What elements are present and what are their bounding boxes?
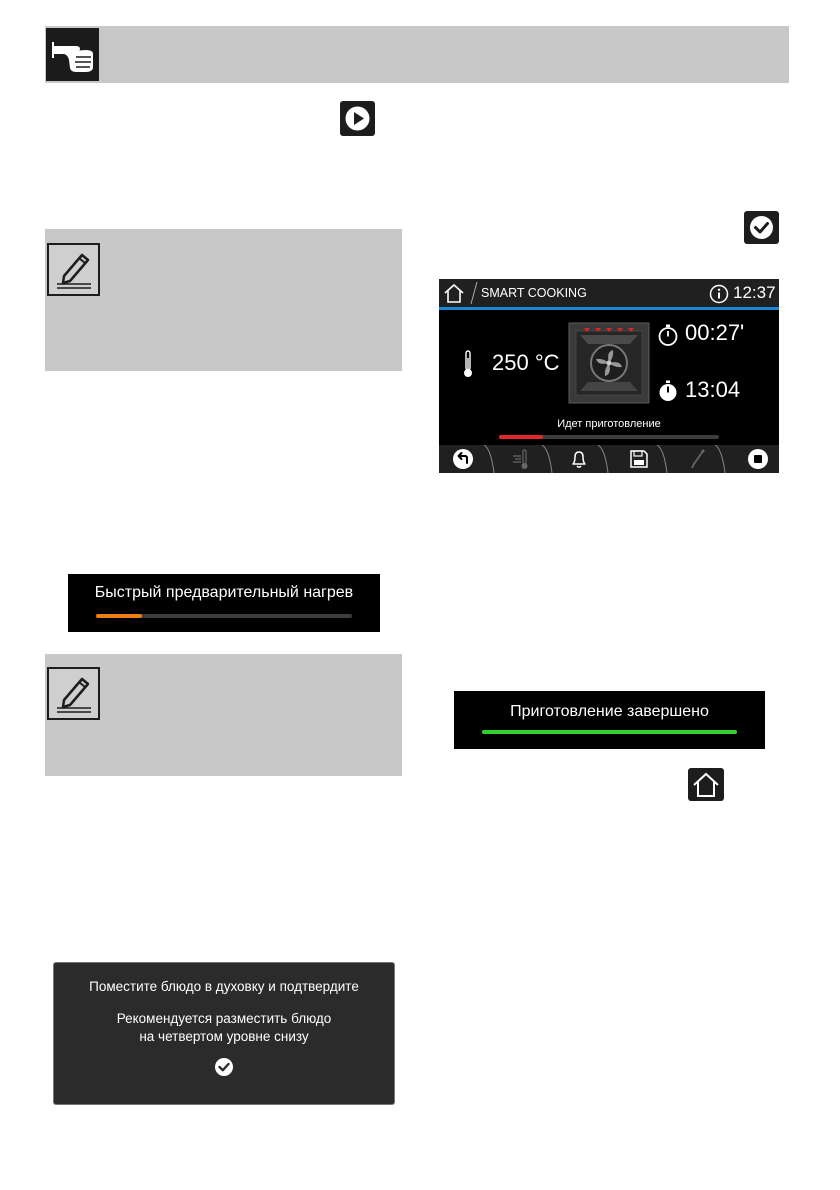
section-header-bar (45, 26, 789, 83)
complete-progress-fill (482, 730, 737, 734)
complete-progress-track (482, 730, 737, 734)
cooking-complete-banner (454, 691, 765, 749)
cooking-status: Идет приготовление (557, 418, 661, 430)
pointing-hand-icon (46, 28, 99, 81)
fan-heat-icon[interactable] (510, 448, 532, 473)
temperature-display: 250 °C (492, 350, 560, 375)
probe-icon[interactable] (686, 448, 708, 473)
confirm-check-icon[interactable] (54, 1057, 394, 1080)
cooking-duration: 00:27' (685, 320, 745, 345)
oven-screen (439, 279, 779, 473)
slash-divider-icon (469, 281, 479, 310)
back-icon[interactable] (452, 448, 474, 473)
play-button-icon (340, 101, 375, 136)
screen-toolbar (439, 445, 779, 473)
oven-cavity-fan-icon (568, 322, 650, 409)
info-icon[interactable] (709, 284, 729, 309)
place-dish-dialog (53, 962, 395, 1105)
cooking-progress-fill (499, 435, 543, 439)
preheat-progress-track (96, 614, 352, 618)
cooking-end-time: 13:04 (685, 377, 741, 402)
dialog-recommendation-line2: на четвертом уровне снизу (139, 1029, 309, 1044)
stopwatch-icon (656, 323, 680, 352)
end-time-icon (656, 379, 680, 408)
home-icon[interactable] (443, 282, 465, 309)
complete-label: Приготовление завершено (510, 703, 709, 720)
thermometer-icon (462, 349, 474, 384)
home-icon (688, 768, 724, 801)
pencil-note-icon (47, 667, 100, 720)
preheat-banner (68, 574, 380, 632)
bell-icon[interactable] (568, 448, 590, 473)
cooking-progress-track (499, 435, 719, 439)
stop-icon[interactable] (747, 448, 769, 473)
check-icon (744, 211, 779, 244)
pencil-note-icon (47, 243, 100, 296)
save-icon[interactable] (628, 448, 650, 473)
screen-title: SMART COOKING (481, 286, 587, 300)
dialog-instruction: Поместите блюдо в духовку и подтвердите (89, 979, 359, 994)
preheat-progress-fill (96, 614, 142, 618)
toolbar-dividers (439, 445, 779, 473)
clock-display: 12:37 (733, 283, 776, 302)
dialog-recommendation-line1: Рекомендуется разместить блюдо (116, 1011, 332, 1026)
preheat-label: Быстрый предварительный нагрев (94, 584, 354, 601)
